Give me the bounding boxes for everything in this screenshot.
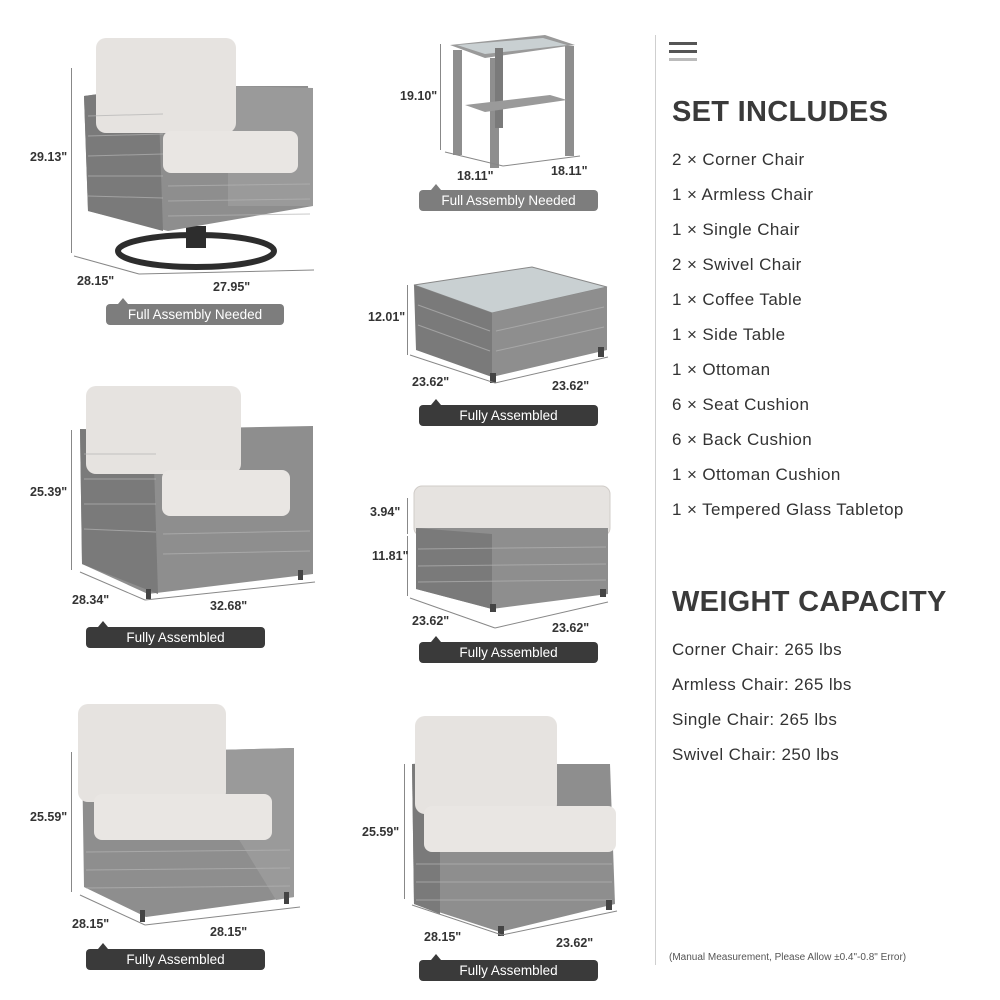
armless-chair-height: 25.59" [362, 825, 400, 839]
single-chair-badge-text: Fully Assembled [126, 630, 225, 645]
swivel-chair-width: 27.95" [213, 280, 251, 294]
ottoman-depth: 23.62" [412, 614, 450, 628]
list-item: 2 × Corner Chair [672, 150, 805, 169]
ottoman-cushion-height: 3.94" [370, 505, 401, 519]
list-item: 1 × Tempered Glass Tabletop [672, 500, 904, 519]
menu-icon [669, 42, 697, 64]
single-chair-width: 32.68" [210, 599, 248, 613]
coffee-table-height: 12.01" [368, 310, 406, 324]
list-item: 1 × Single Chair [672, 220, 800, 239]
list-item: 1 × Armless Chair [672, 185, 814, 204]
side-table-badge-text: Full Assembly Needed [441, 193, 576, 208]
coffee-table-assembly-badge [419, 405, 598, 426]
list-item: Armless Chair: 265 lbs [672, 675, 852, 694]
side-table-assembly-badge [419, 190, 598, 211]
weight-capacity-heading: WEIGHT CAPACITY [672, 586, 947, 618]
coffee-table-badge-text: Fully Assembled [459, 408, 558, 423]
ottoman-badge-text: Fully Assembled [459, 645, 558, 660]
ottoman-assembly-badge [419, 642, 598, 663]
list-item: 1 × Ottoman Cushion [672, 465, 841, 484]
measurement-note: (Manual Measurement, Please Allow ±0.4"-0.8" Error) [669, 952, 907, 963]
corner-chair-assembly-badge [86, 949, 265, 970]
side-table-height: 19.10" [400, 89, 438, 103]
single-chair-height: 25.39" [30, 485, 68, 499]
corner-chair-badge-text: Fully Assembled [126, 952, 225, 967]
swivel-chair-depth: 28.15" [77, 274, 115, 288]
corner-chair-height: 25.59" [30, 810, 68, 824]
list-item: 6 × Seat Cushion [672, 395, 810, 414]
swivel-chair-image [78, 36, 318, 286]
swivel-chair-badge-text: Full Assembly Needed [127, 307, 263, 322]
list-item: Single Chair: 265 lbs [672, 710, 838, 729]
armless-chair-image [410, 714, 620, 934]
list-item: 1 × Ottoman [672, 360, 771, 379]
coffee-table-depth: 23.62" [412, 375, 450, 389]
ottoman-image [412, 484, 612, 614]
ottoman-width: 23.62" [552, 621, 590, 635]
armless-chair-width: 23.62" [556, 936, 594, 950]
list-item: Swivel Chair: 250 lbs [672, 745, 840, 764]
column-divider [655, 35, 656, 965]
armless-chair-assembly-badge [419, 960, 598, 981]
weight-capacity-list [672, 640, 852, 780]
single-chair-assembly-badge [86, 627, 265, 648]
single-chair-image [78, 384, 318, 599]
list-item: 2 × Swivel Chair [672, 255, 802, 274]
side-table-width: 18.11" [551, 164, 588, 178]
corner-chair-depth: 28.15" [72, 917, 110, 931]
single-chair-depth: 28.34" [72, 593, 110, 607]
side-table-depth: 18.11" [457, 169, 494, 183]
set-includes-heading: SET INCLUDES [672, 96, 889, 128]
corner-chair-image [76, 702, 306, 922]
coffee-table-width: 23.62" [552, 379, 590, 393]
set-includes-list [672, 150, 904, 535]
armless-chair-depth: 28.15" [424, 930, 462, 944]
list-item: 1 × Side Table [672, 325, 786, 344]
list-item: 6 × Back Cushion [672, 430, 813, 449]
ottoman-height: 11.81" [372, 549, 409, 563]
side-table-image [445, 30, 585, 170]
corner-chair-width: 28.15" [210, 925, 248, 939]
swivel-chair-assembly-badge [106, 304, 284, 325]
list-item: Corner Chair: 265 lbs [672, 640, 842, 659]
armless-chair-badge-text: Fully Assembled [459, 963, 558, 978]
list-item: 1 × Coffee Table [672, 290, 803, 309]
swivel-chair-height: 29.13" [30, 150, 68, 164]
